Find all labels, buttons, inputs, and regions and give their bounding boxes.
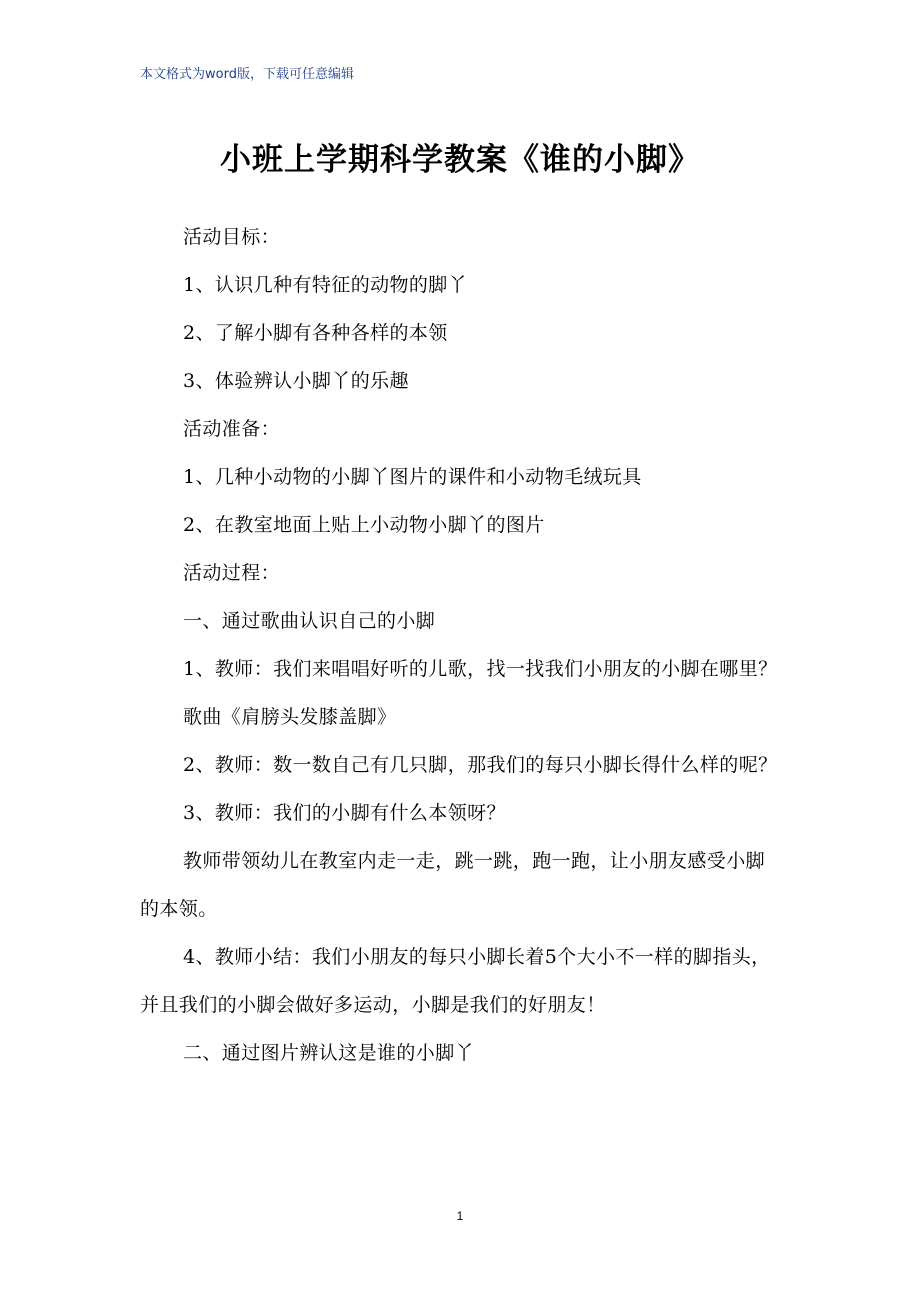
header-note: 本文格式为word版，下载可任意编辑 [140, 67, 354, 82]
document-body [140, 213, 782, 1077]
paragraph: 一、通过歌曲认识自己的小脚 [183, 610, 436, 632]
paragraph: 1、教师：我们来唱唱好听的儿歌，找一找我们小朋友的小脚在哪里？ [183, 658, 778, 680]
paragraph: 二、通过图片辨认这是谁的小脚丫 [183, 1042, 475, 1064]
paragraph: 3、教师：我们的小脚有什么本领呀？ [183, 802, 506, 824]
paragraph: 2、在教室地面上贴上小动物小脚丫的图片 [183, 514, 545, 536]
paragraph: 1、认识几种有特征的动物的脚丫 [183, 274, 468, 296]
page-number: 1 [456, 1209, 464, 1223]
paragraph: 活动目标： [183, 226, 281, 248]
paragraph: 活动准备： [183, 418, 281, 440]
paragraph: 4、教师小结：我们小朋友的每只小脚长着5个大小不一样的脚指头，并且我们的小脚会做好多运动，小脚是我们的好朋友！ [140, 946, 771, 1016]
paragraph: 3、体验辨认小脚丫的乐趣 [183, 370, 409, 392]
document-title: 小班上学期科学教案《谁的小脚》 [220, 142, 700, 178]
paragraph: 1、几种小动物的小脚丫图片的课件和小动物毛绒玩具 [183, 466, 642, 488]
paragraph: 2、了解小脚有各种各样的本领 [183, 322, 448, 344]
paragraph: 活动过程： [183, 562, 281, 584]
paragraph: 歌曲《肩膀头发膝盖脚》 [183, 706, 397, 728]
paragraph: 2、教师：数一数自己有几只脚，那我们的每只小脚长得什么样的呢？ [183, 754, 778, 776]
paragraph: 教师带领幼儿在教室内走一走，跳一跳，跑一跑，让小朋友感受小脚的本领。 [140, 850, 766, 920]
